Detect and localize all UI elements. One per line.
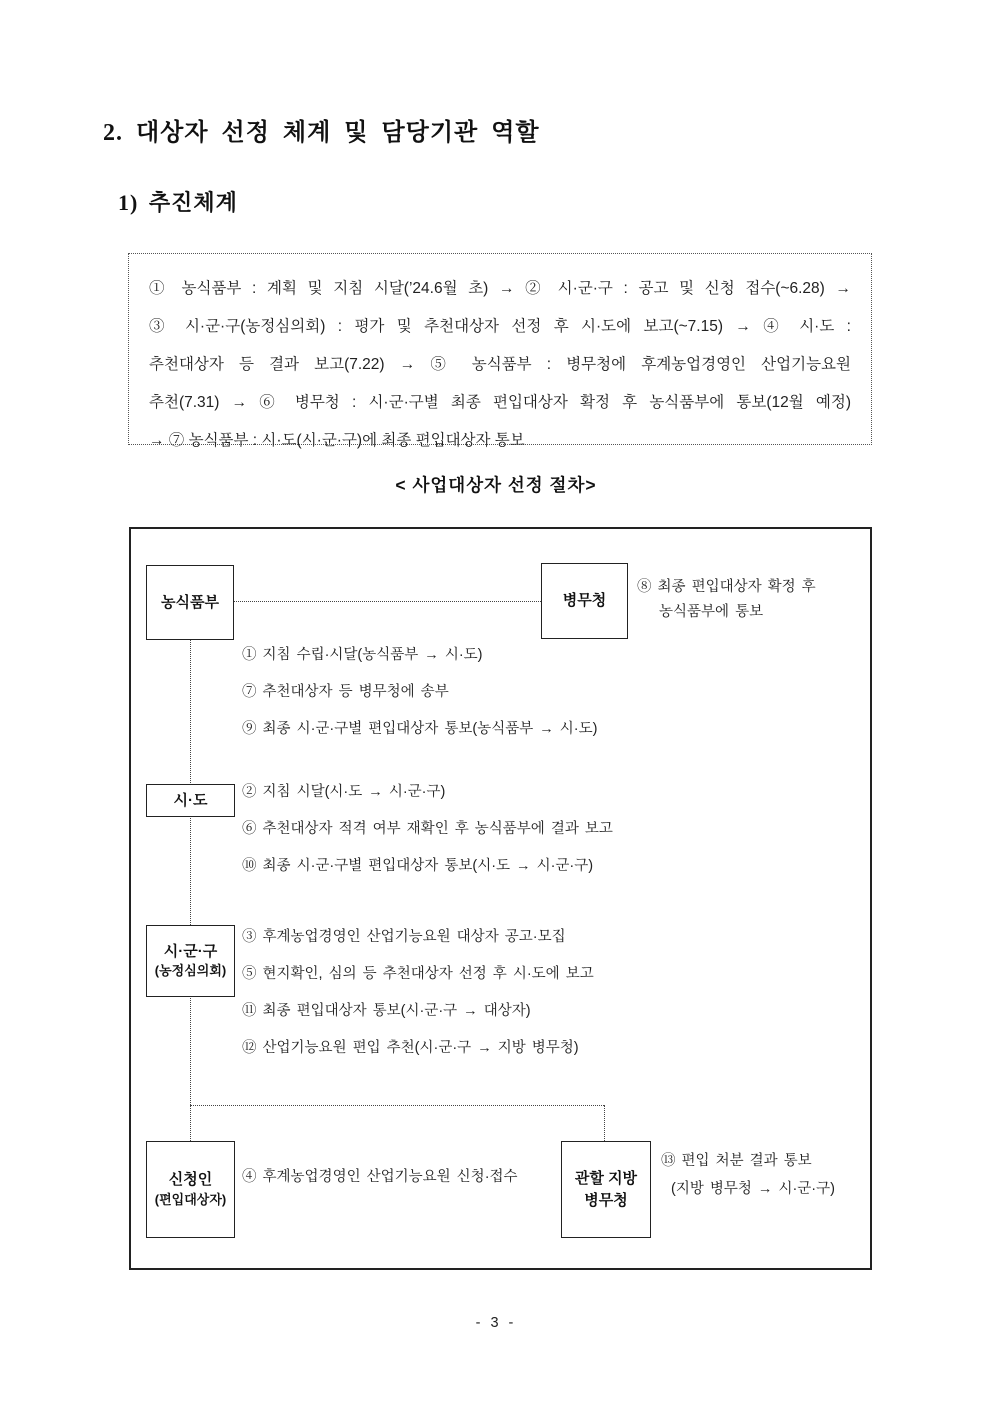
step-item: ⑥ 추천대상자 적격 여부 재확인 후 농식품부에 결과 보고: [242, 821, 613, 837]
regional-annotation-line: ⑬ 편입 처분 결과 통보: [661, 1153, 812, 1169]
selection-procedure-diagram: [129, 527, 872, 1270]
node-sigungu-sublabel: (농정심의회): [154, 963, 227, 979]
process-summary-line: 추천대상자 등 결과 보고(7.22) → ⑤ 농식품부 : 병무청에 후계농업경영인 산업기능요원: [149, 356, 851, 373]
process-summary-line: ③ 시·군·구(농정심의회) : 평가 및 추천대상자 선정 후 시·도에 보고(~7.15) → ④ 시·도 :: [149, 318, 851, 335]
regional-annotation-line: (지방 병무청 → 시·군·구): [671, 1181, 835, 1197]
diagram-title: < 사업대상자 선정 절차>: [395, 475, 597, 495]
step-item: ⑫ 산업기능요원 편입 추천(시·군·구 → 지방 병무청): [242, 1040, 579, 1056]
node-sido-label: 시·도: [173, 791, 208, 809]
node-applicant-sublabel: (편입대상자): [154, 1191, 227, 1207]
mafra-step-list: [242, 637, 597, 748]
applicant-step-list: [242, 1159, 518, 1196]
node-regional-mma-label: 관할 지방: [574, 1169, 638, 1187]
node-mma: [541, 563, 628, 639]
step-item: ③ 후계농업경영인 산업기능요원 대상자 공고·모집: [242, 929, 566, 945]
node-regional-mma: [561, 1141, 651, 1238]
node-applicant: [146, 1141, 235, 1238]
sido-step-list: [242, 774, 613, 885]
step-item: ② 지침 시달(시·도 → 시·군·구): [242, 784, 446, 800]
node-sigungu-label: 시·군·구: [163, 942, 218, 960]
node-mafra: [146, 565, 234, 640]
connector-mafra-mma: [234, 601, 541, 602]
node-sido: [146, 784, 235, 817]
step-item: ⑩ 최종 시·군·구별 편입대상자 통보(시·도 → 시·군·구): [242, 858, 594, 874]
mma-annotation-line: 농식품부에 통보: [659, 604, 764, 620]
connector-branch-vertical: [604, 1105, 605, 1141]
connector-vertical-main: [190, 640, 191, 1141]
mma-annotation: [637, 575, 816, 625]
node-sigungu: [146, 925, 235, 997]
subsection-heading: 1) 추진체계: [118, 190, 238, 215]
regional-mma-annotation: [661, 1147, 835, 1203]
connector-branch-horizontal: [190, 1105, 604, 1106]
step-item: ① 지침 수립·시달(농식품부 → 시·도): [242, 647, 483, 663]
node-mafra-label: 농식품부: [161, 593, 219, 611]
section-heading: 2. 대상자 선정 체계 및 담당기관 역할: [103, 120, 540, 146]
step-item: ④ 후계농업경영인 산업기능요원 신청·접수: [242, 1169, 518, 1185]
process-summary-box: [128, 253, 872, 449]
step-item: ⑦ 추천대상자 등 병무청에 송부: [242, 684, 449, 700]
process-summary-line: ① 농식품부 : 계획 및 지침 시달(’24.6월 초) → ② 시·군·구 : 공고 및 신청 접수(~6.28) →: [149, 280, 851, 297]
process-summary-line: → ⑦ 농식품부 : 시·도(시·군·구)에 최종 편입대상자 통보: [149, 432, 525, 449]
sigungu-step-list: [242, 919, 594, 1067]
node-mma-label: 병무청: [562, 592, 607, 610]
process-summary-line: 추천(7.31) → ⑥ 병무청 : 시·군·구별 최종 편입대상자 확정 후 농식품부에 통보(12월 예정): [149, 394, 851, 411]
node-applicant-label: 신청인: [168, 1171, 213, 1189]
node-regional-mma-label2: 병무청: [584, 1191, 628, 1209]
step-item: ⑨ 최종 시·군·구별 편입대상자 통보(농식품부 → 시·도): [242, 721, 598, 737]
step-item: ⑤ 현지확인, 심의 등 추천대상자 선정 후 시·도에 보고: [242, 966, 594, 982]
step-item: ⑪ 최종 편입대상자 통보(시·군·구 → 대상자): [242, 1003, 531, 1019]
mma-annotation-line: ⑧ 최종 편입대상자 확정 후: [637, 579, 816, 595]
page-number: - 3 -: [475, 1315, 517, 1331]
